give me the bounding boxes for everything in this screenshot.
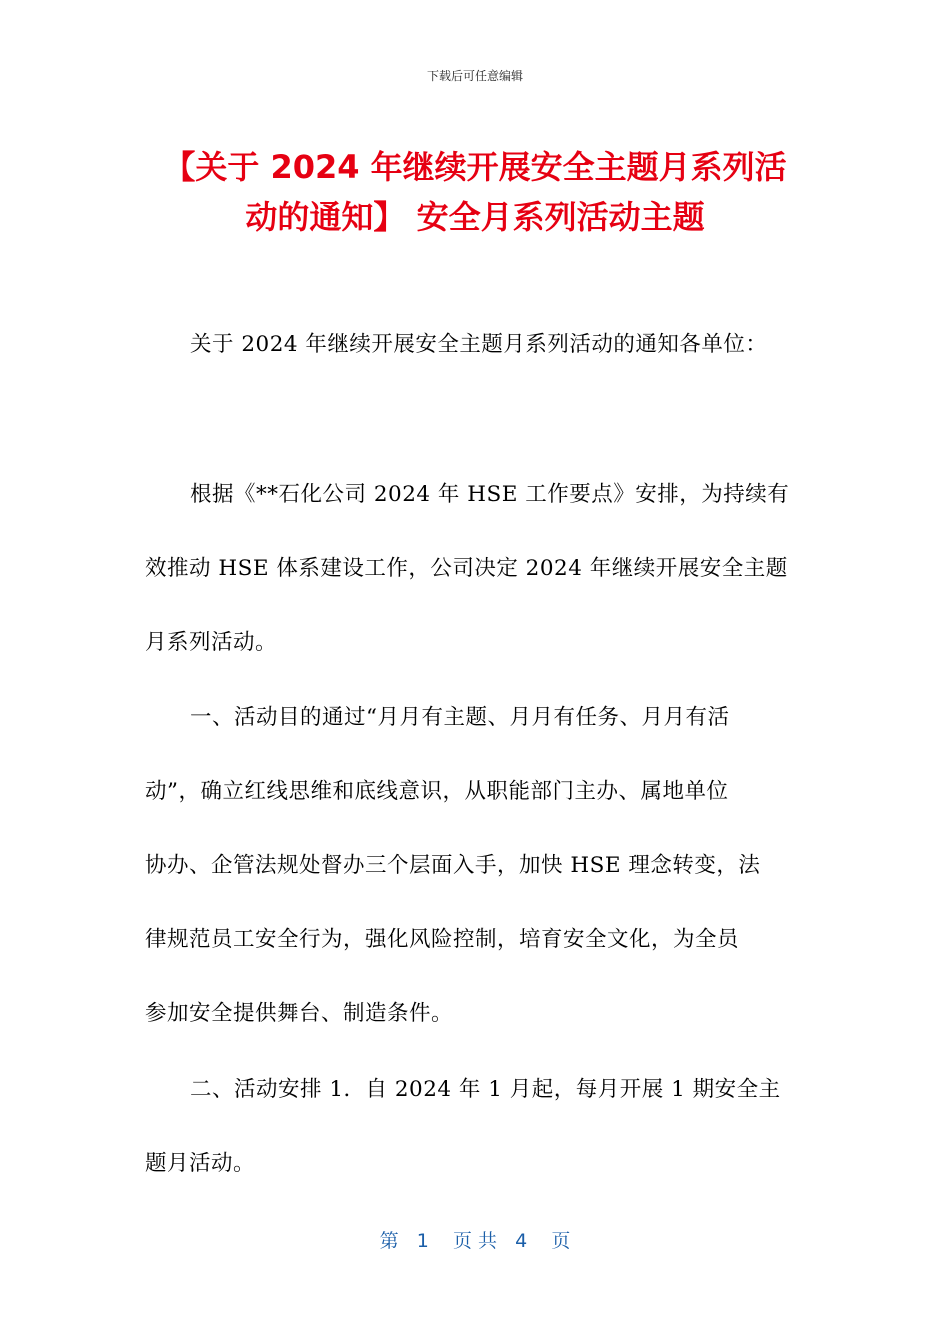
salutation-paragraph [145,308,805,382]
body-paragraph [145,681,805,1051]
text-line: 效推动 HSE 体系建设工作，公司决定 2024 年继续开展安全主题 [145,556,788,581]
text-line: 一、活动目的通过“月月有主题、月月有任务、月月有活 [190,705,730,730]
text-line: 律规范员工安全行为，强化风险控制，培育安全文化，为全员 [145,927,740,952]
text-line: 参加安全提供舞台、制造条件。 [145,1001,454,1026]
text-line: 关于 2024 年继续开展安全主题月系列活动的通知各单位： [190,332,768,357]
text-line: 二、活动安排 1．自 2024 年 1 月起，每月开展 1 期安全主 [190,1077,781,1102]
title-line-1: 【关于 2024 年继续开展安全主题月系列活 [163,148,787,186]
text-line: 月系列活动。 [145,630,278,655]
text-line: 动”，确立红线思维和底线意识，从职能部门主办、属地单位 [145,779,729,804]
text-line: 协办、企管法规处督办三个层面入手，加快 HSE 理念转变，法 [145,853,761,878]
body-paragraph [145,458,805,680]
text-line: 题月活动。 [145,1151,256,1176]
document-title [150,142,800,242]
page-number-footer: 第 1 页 共 4 页 [379,1230,571,1252]
body-paragraph [145,1053,805,1201]
header-note: 下载后可任意编辑 [426,69,523,83]
text-line: 根据《**石化公司 2024 年 HSE 工作要点》安排，为持续有 [190,482,790,507]
title-line-2: 动的通知】 安全月系列活动主题 [245,198,705,236]
